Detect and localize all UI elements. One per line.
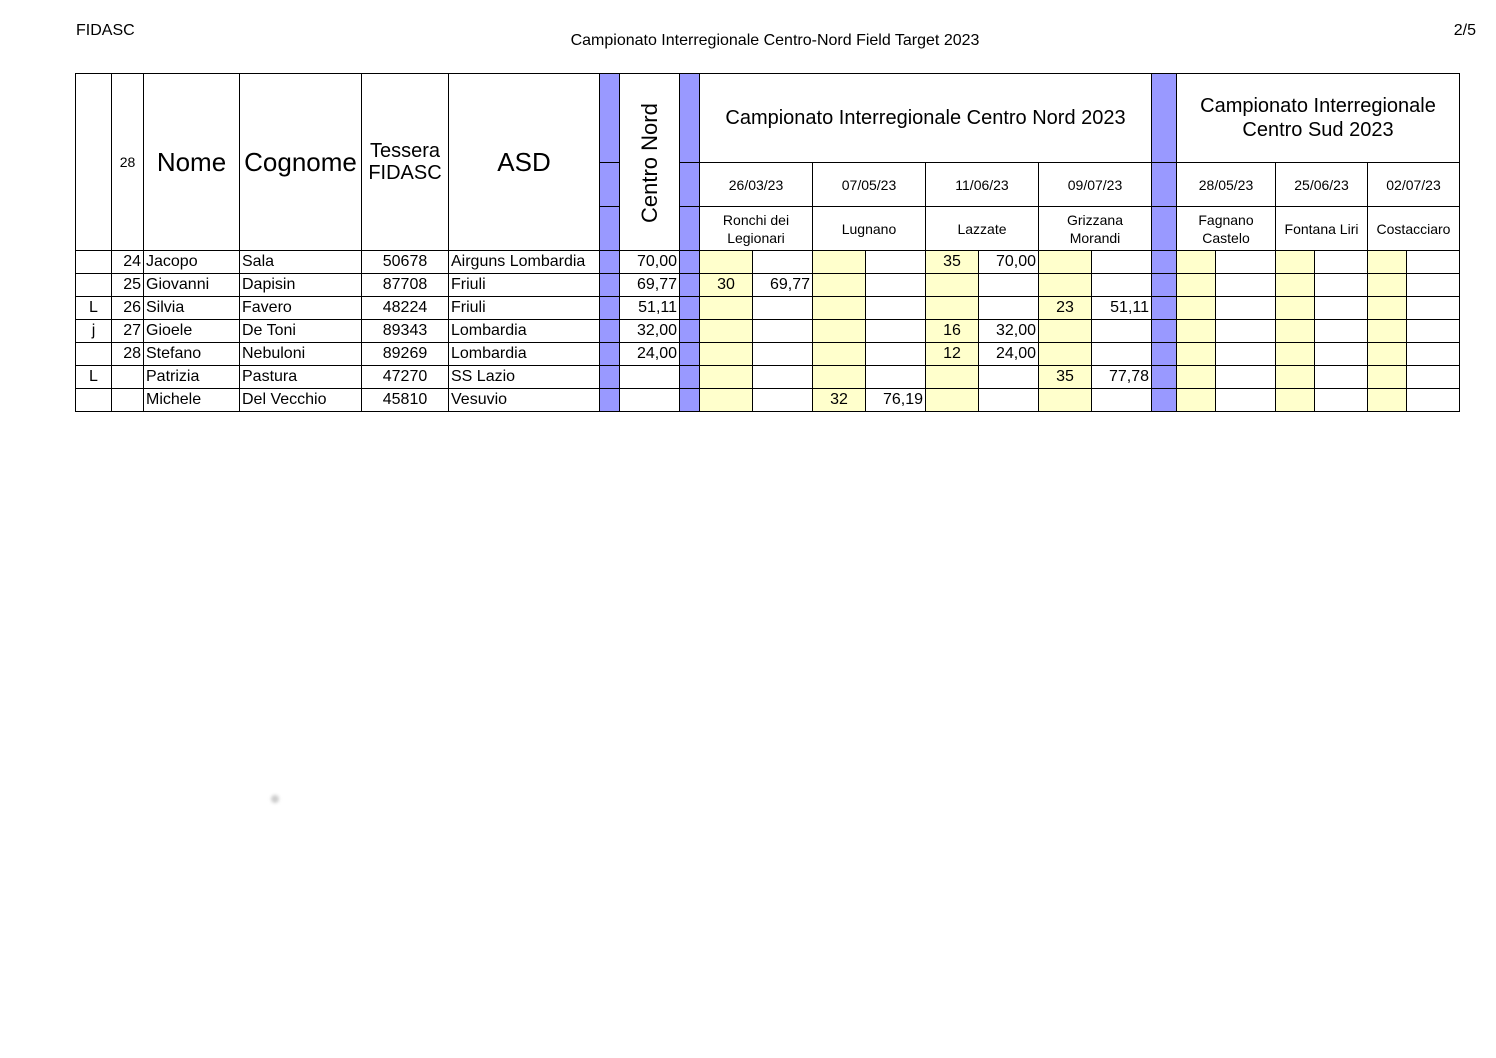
group-nord-header: Campionato Interregionale Centro Nord 2023 [700, 74, 1152, 163]
nome-cell: Stefano [144, 343, 240, 366]
flag-cell [76, 274, 112, 297]
nord-rank-cell [1039, 389, 1092, 412]
table-row [76, 297, 1460, 320]
asd-cell: Lombardia [449, 343, 600, 366]
nord-score-cell [753, 251, 813, 274]
flag-cell: j [76, 320, 112, 343]
sud-rank-cell [1177, 366, 1216, 389]
separator [1152, 366, 1177, 389]
separator [1152, 74, 1177, 163]
nome-cell: Patrizia [144, 366, 240, 389]
nord-score-cell [753, 297, 813, 320]
sud-rank-cell [1368, 297, 1407, 320]
sud-rank-cell [1368, 343, 1407, 366]
asd-cell: SS Lazio [449, 366, 600, 389]
page-number: 2/5 [1453, 22, 1476, 39]
nord-rank-cell [813, 251, 866, 274]
total-cell: 32,00 [620, 320, 680, 343]
centro-nord-label: Centro Nord [636, 103, 662, 223]
event-place: Lazzate [926, 207, 1039, 251]
total-cell: 69,77 [620, 274, 680, 297]
nome-cell: Gioele [144, 320, 240, 343]
nord-score-cell [866, 297, 926, 320]
separator [600, 251, 620, 274]
ranking-table [75, 73, 1460, 412]
sud-rank-cell [1368, 274, 1407, 297]
nord-score-cell [866, 251, 926, 274]
sud-rank-cell [1368, 389, 1407, 412]
tessera-cell: 89269 [362, 343, 449, 366]
separator [600, 297, 620, 320]
nord-rank-cell: 12 [926, 343, 979, 366]
tessera-cell: 48224 [362, 297, 449, 320]
tessera-cell: 47270 [362, 366, 449, 389]
nord-score-cell [753, 320, 813, 343]
flag-cell: L [76, 297, 112, 320]
nord-rank-cell: 23 [1039, 297, 1092, 320]
asd-cell: Lombardia [449, 320, 600, 343]
total-cell: 24,00 [620, 343, 680, 366]
nord-rank-cell [1039, 274, 1092, 297]
separator [680, 343, 700, 366]
flag-cell [76, 389, 112, 412]
sud-score-cell [1216, 297, 1276, 320]
page-title: Campionato Interregionale Centro-Nord Field Target 2023 [570, 32, 980, 49]
nord-score-cell [1092, 343, 1152, 366]
total-cell [620, 366, 680, 389]
separator [680, 274, 700, 297]
flag-cell [76, 343, 112, 366]
nord-rank-cell [700, 366, 753, 389]
count-header: 28 [112, 74, 144, 251]
asd-cell: Vesuvio [449, 389, 600, 412]
table-row [76, 389, 1460, 412]
flag-cell: L [76, 366, 112, 389]
separator [1152, 389, 1177, 412]
sud-score-cell [1216, 389, 1276, 412]
sud-score-cell [1216, 251, 1276, 274]
nord-rank-cell [813, 297, 866, 320]
event-date: 02/07/23 [1368, 163, 1460, 207]
centro-nord-header [620, 74, 680, 251]
separator [600, 74, 620, 163]
cognome-cell: Pastura [240, 366, 362, 389]
nord-score-cell [866, 366, 926, 389]
cognome-cell: Dapisin [240, 274, 362, 297]
event-place: Fontana Liri [1276, 207, 1368, 251]
sud-rank-cell [1276, 251, 1315, 274]
separator [680, 163, 700, 207]
separator [1152, 297, 1177, 320]
separator [680, 297, 700, 320]
sud-score-cell [1315, 366, 1368, 389]
total-cell: 51,11 [620, 297, 680, 320]
tessera-cell: 87708 [362, 274, 449, 297]
nord-score-cell [866, 320, 926, 343]
cognome-cell: Sala [240, 251, 362, 274]
nord-score-cell [866, 343, 926, 366]
nord-rank-cell [1039, 251, 1092, 274]
sud-rank-cell [1177, 274, 1216, 297]
event-place: Fagnano Castelo [1177, 207, 1276, 251]
flag-cell [76, 251, 112, 274]
separator [600, 389, 620, 412]
total-cell: 70,00 [620, 251, 680, 274]
nord-rank-cell [813, 366, 866, 389]
nord-score-cell [1092, 274, 1152, 297]
asd-cell: Airguns Lombardia [449, 251, 600, 274]
nome-cell: Giovanni [144, 274, 240, 297]
group-sud-header: Campionato Interregionale Centro Sud 2023 [1177, 74, 1460, 163]
nord-rank-cell [700, 251, 753, 274]
sud-rank-cell [1276, 297, 1315, 320]
nord-rank-cell [926, 297, 979, 320]
nord-rank-cell [813, 320, 866, 343]
event-date: 09/07/23 [1039, 163, 1152, 207]
sud-rank-cell [1276, 274, 1315, 297]
separator [680, 320, 700, 343]
separator [600, 366, 620, 389]
nord-score-cell: 51,11 [1092, 297, 1152, 320]
sud-score-cell [1407, 389, 1460, 412]
sud-rank-cell [1276, 343, 1315, 366]
sud-score-cell [1216, 274, 1276, 297]
separator [600, 274, 620, 297]
nord-rank-cell: 30 [700, 274, 753, 297]
event-date: 11/06/23 [926, 163, 1039, 207]
cognome-cell: Del Vecchio [240, 389, 362, 412]
nord-rank-cell [1039, 320, 1092, 343]
nord-score-cell [753, 389, 813, 412]
separator [1152, 320, 1177, 343]
sud-rank-cell [1276, 366, 1315, 389]
tessera-cell: 45810 [362, 389, 449, 412]
cognome-cell: De Toni [240, 320, 362, 343]
separator [1152, 163, 1177, 207]
nord-score-cell [753, 366, 813, 389]
sud-score-cell [1315, 320, 1368, 343]
nord-score-cell: 77,78 [1092, 366, 1152, 389]
sud-rank-cell [1276, 320, 1315, 343]
position-cell [112, 389, 144, 412]
sud-score-cell [1407, 366, 1460, 389]
sud-score-cell [1407, 343, 1460, 366]
sud-rank-cell [1368, 251, 1407, 274]
flag-header [76, 74, 112, 251]
cognome-cell: Favero [240, 297, 362, 320]
sud-score-cell [1216, 343, 1276, 366]
sud-rank-cell [1177, 297, 1216, 320]
nord-score-cell [979, 297, 1039, 320]
nord-rank-cell [813, 274, 866, 297]
nord-score-cell: 69,77 [753, 274, 813, 297]
nord-score-cell [1092, 320, 1152, 343]
sud-rank-cell [1177, 320, 1216, 343]
tessera-cell: 89343 [362, 320, 449, 343]
event-date: 07/05/23 [813, 163, 926, 207]
event-place: Lugnano [813, 207, 926, 251]
separator [1152, 343, 1177, 366]
nord-score-cell [866, 274, 926, 297]
tessera-cell: 50678 [362, 251, 449, 274]
nord-rank-cell: 35 [1039, 366, 1092, 389]
sud-score-cell [1407, 274, 1460, 297]
separator [680, 251, 700, 274]
table-row [76, 274, 1460, 297]
event-date: 25/06/23 [1276, 163, 1368, 207]
separator [680, 389, 700, 412]
nome-cell: Michele [144, 389, 240, 412]
separator [680, 366, 700, 389]
total-cell [620, 389, 680, 412]
table-row [76, 366, 1460, 389]
nord-rank-cell [700, 320, 753, 343]
sud-score-cell [1407, 320, 1460, 343]
sud-score-cell [1407, 251, 1460, 274]
position-cell: 24 [112, 251, 144, 274]
asd-cell: Friuli [449, 297, 600, 320]
nome-header: Nome [144, 74, 240, 251]
separator [600, 320, 620, 343]
cognome-header: Cognome [240, 74, 362, 251]
position-cell [112, 366, 144, 389]
nord-rank-cell [1039, 343, 1092, 366]
position-cell: 28 [112, 343, 144, 366]
position-cell: 26 [112, 297, 144, 320]
sud-rank-cell [1368, 320, 1407, 343]
table-row [76, 251, 1460, 274]
sud-rank-cell [1368, 366, 1407, 389]
separator [600, 207, 620, 251]
separator [1152, 251, 1177, 274]
nord-score-cell [979, 366, 1039, 389]
sud-score-cell [1407, 297, 1460, 320]
nord-rank-cell [926, 389, 979, 412]
sud-rank-cell [1177, 389, 1216, 412]
sud-score-cell [1216, 320, 1276, 343]
nord-score-cell: 76,19 [866, 389, 926, 412]
sud-rank-cell [1177, 251, 1216, 274]
tessera-header: Tessera FIDASC [362, 74, 449, 251]
table-row [76, 320, 1460, 343]
separator [600, 343, 620, 366]
org-label: FIDASC [76, 22, 135, 39]
nord-rank-cell [926, 366, 979, 389]
cognome-cell: Nebuloni [240, 343, 362, 366]
nord-rank-cell [813, 343, 866, 366]
nome-cell: Jacopo [144, 251, 240, 274]
sud-score-cell [1315, 251, 1368, 274]
nord-rank-cell [926, 274, 979, 297]
asd-cell: Friuli [449, 274, 600, 297]
event-date: 26/03/23 [700, 163, 813, 207]
sud-score-cell [1315, 389, 1368, 412]
separator [1152, 274, 1177, 297]
nord-rank-cell: 32 [813, 389, 866, 412]
nord-score-cell: 24,00 [979, 343, 1039, 366]
nome-cell: Silvia [144, 297, 240, 320]
nord-rank-cell: 16 [926, 320, 979, 343]
nord-score-cell: 32,00 [979, 320, 1039, 343]
asd-header: ASD [449, 74, 600, 251]
separator [680, 207, 700, 251]
nord-score-cell [1092, 251, 1152, 274]
nord-rank-cell [700, 297, 753, 320]
smudge-mark [271, 795, 279, 803]
separator [680, 74, 700, 163]
sud-score-cell [1315, 343, 1368, 366]
sud-score-cell [1216, 366, 1276, 389]
nord-score-cell [979, 389, 1039, 412]
table-row [76, 343, 1460, 366]
position-cell: 25 [112, 274, 144, 297]
sud-score-cell [1315, 297, 1368, 320]
nord-rank-cell [700, 343, 753, 366]
nord-score-cell [1092, 389, 1152, 412]
event-place: Costacciaro [1368, 207, 1460, 251]
event-date: 28/05/23 [1177, 163, 1276, 207]
separator [600, 163, 620, 207]
event-place: Ronchi dei Legionari [700, 207, 813, 251]
nord-score-cell [979, 274, 1039, 297]
sud-score-cell [1315, 274, 1368, 297]
position-cell: 27 [112, 320, 144, 343]
nord-rank-cell: 35 [926, 251, 979, 274]
nord-score-cell [753, 343, 813, 366]
nord-rank-cell [700, 389, 753, 412]
nord-score-cell: 70,00 [979, 251, 1039, 274]
event-place: Grizzana Morandi [1039, 207, 1152, 251]
separator [1152, 207, 1177, 251]
sud-rank-cell [1177, 343, 1216, 366]
sud-rank-cell [1276, 389, 1315, 412]
